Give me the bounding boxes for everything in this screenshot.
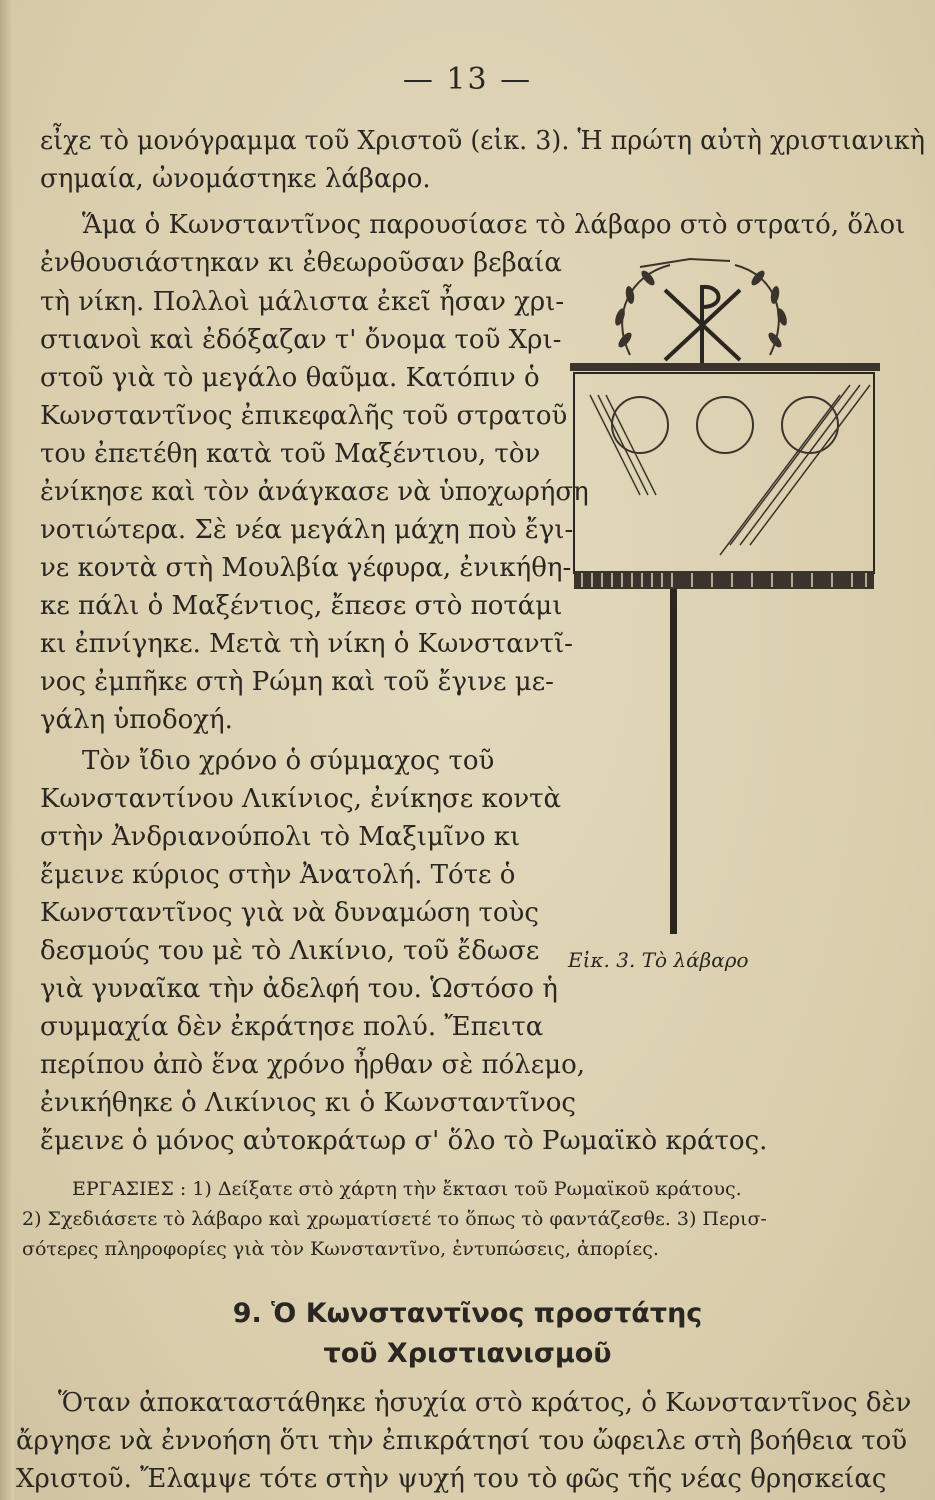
text-line: νοτιώτερα. Σὲ νέα μεγάλη μάχη ποὺ ἔγι- [40,515,574,545]
text-line: Κωνσταντῖνος γιὰ νὰ δυναμώση τοὺς [40,898,539,928]
exercises-line: ΕΡΓΑΣΙΕΣ : 1) Δείξατε στὸ χάρτη τὴν ἔκτασι τοῦ Ρωμαϊκοῦ κράτους. [72,1178,742,1200]
text-line: κι ἐπνίγηκε. Μετὰ τὴ νίκη ὁ Κωνσταντῖ- [40,629,573,659]
text-line: τὴ νίκη. Πολλοὶ μάλιστα ἐκεῖ ἦσαν χρι- [40,287,565,317]
text-line: ἄργησε νὰ ἐννοήση ὅτι τὴν ἐπικράτησί του ὤφειλε στὴ βοήθεια τοῦ [16,1426,908,1456]
text-line: στοῦ γιὰ τὸ μεγάλο θαῦμα. Κατόπιν ὁ [40,363,540,393]
text-line: Χριστοῦ. Ἔλαμψε τότε στὴν ψυχή του τὸ φῶς τῆς νέας θρησκείας [16,1464,887,1494]
text-line: Κωνσταντίνου Λικίνιος, ἐνίκησε κοντὰ [40,784,562,814]
page-binding-edge [0,0,14,1500]
text-line: στὴν Ἀνδριανούπολι τὸ Μαξιμῖνο κι [40,822,521,852]
figure-caption: Εἰκ. 3. Τὸ λάβαρο [568,948,749,972]
text-line: ἐνικήθηκε ὁ Λικίνιος κι ὁ Κωνσταντῖνος [40,1088,576,1118]
text-line: Ἅμα ὁ Κωνσταντῖνος παρουσίασε τὸ λάβαρο στὸ στρατό, ὅλοι [82,210,906,240]
text-line: ἐνίκησε καὶ τὸν ἀνάγκασε νὰ ὑποχωρήση [40,477,589,507]
text-line: κε πάλι ὁ Μαξέντιος, ἔπεσε στὸ ποτάμι [40,591,563,621]
labarum-figure [570,245,890,945]
text-line: Τὸν ἴδιο χρόνο ὁ σύμμαχος τοῦ [82,746,495,776]
text-line: στιανοὶ καὶ ἐδόξαζαν τ' ὄνομα τοῦ Χρι- [40,325,562,355]
text-line: δεσμούς του μὲ τὸ Λικίνιο, τοῦ ἔδωσε [40,936,540,966]
text-line: γάλη ὑποδοχή. [40,705,233,735]
text-line: Ὅταν ἀποκαταστάθηκε ἡσυχία στὸ κράτος, ὁ Κωνσταντῖνος δὲν [58,1388,912,1418]
text-line: σημαία, ὠνομάστηκε λάβαρο. [40,164,431,194]
exercises-line: 2) Σχεδιάσετε τὸ λάβαρο καὶ χρωματίσετέ το ὅπως τὸ φαντάζεσθε. 3) Περισ- [22,1208,767,1230]
labarum-illustration [570,245,890,945]
text-line: ἐνθουσιάστηκαν κι ἐθεωροῦσαν βεβαία [40,248,562,278]
text-line: συμμαχία δὲν ἐκράτησε πολύ. Ἔπειτα [40,1012,544,1042]
text-line: του ἐπετέθη κατὰ τοῦ Μαξέντιου, τὸν [40,439,541,469]
text-line: εἶχε τὸ μονόγραμμα τοῦ Χριστοῦ (εἰκ. 3). Ἡ πρώτη αὐτὴ χριστιανικὴ [40,126,925,156]
page-number: — 13 — [402,62,533,97]
text-line: περίπου ἀπὸ ἕνα χρόνο ἦρθαν σὲ πόλεμο, [40,1050,586,1080]
text-line: Κωνσταντῖνος ἐπικεφαλῆς τοῦ στρατοῦ [40,401,568,431]
text-line: νος ἐμπῆκε στὴ Ρώμη καὶ τοῦ ἔγινε με- [40,667,554,697]
exercises-line: σότερες πληροφορίες γιὰ τὸν Κωνσταντῖνο, ἐντυπώσεις, ἀπορίες. [22,1238,659,1260]
text-line: νε κοντὰ στὴ Μουλβία γέφυρα, ἐνικήθη- [40,553,572,583]
section-heading: τοῦ Χριστιανισμοῦ [323,1338,612,1369]
section-heading: 9. Ὁ Κωνσταντῖνος προστάτης [232,1298,703,1329]
text-line: γιὰ γυναῖκα τὴν ἀδελφή του. Ὡστόσο ἡ [40,974,558,1004]
text-line: ἔμεινε κύριος στὴν Ἀνατολή. Τότε ὁ [40,860,516,890]
text-line: ἔμεινε ὁ μόνος αὐτοκράτωρ σ' ὅλο τὸ Ρωμαϊκὸ κράτος. [40,1126,768,1156]
